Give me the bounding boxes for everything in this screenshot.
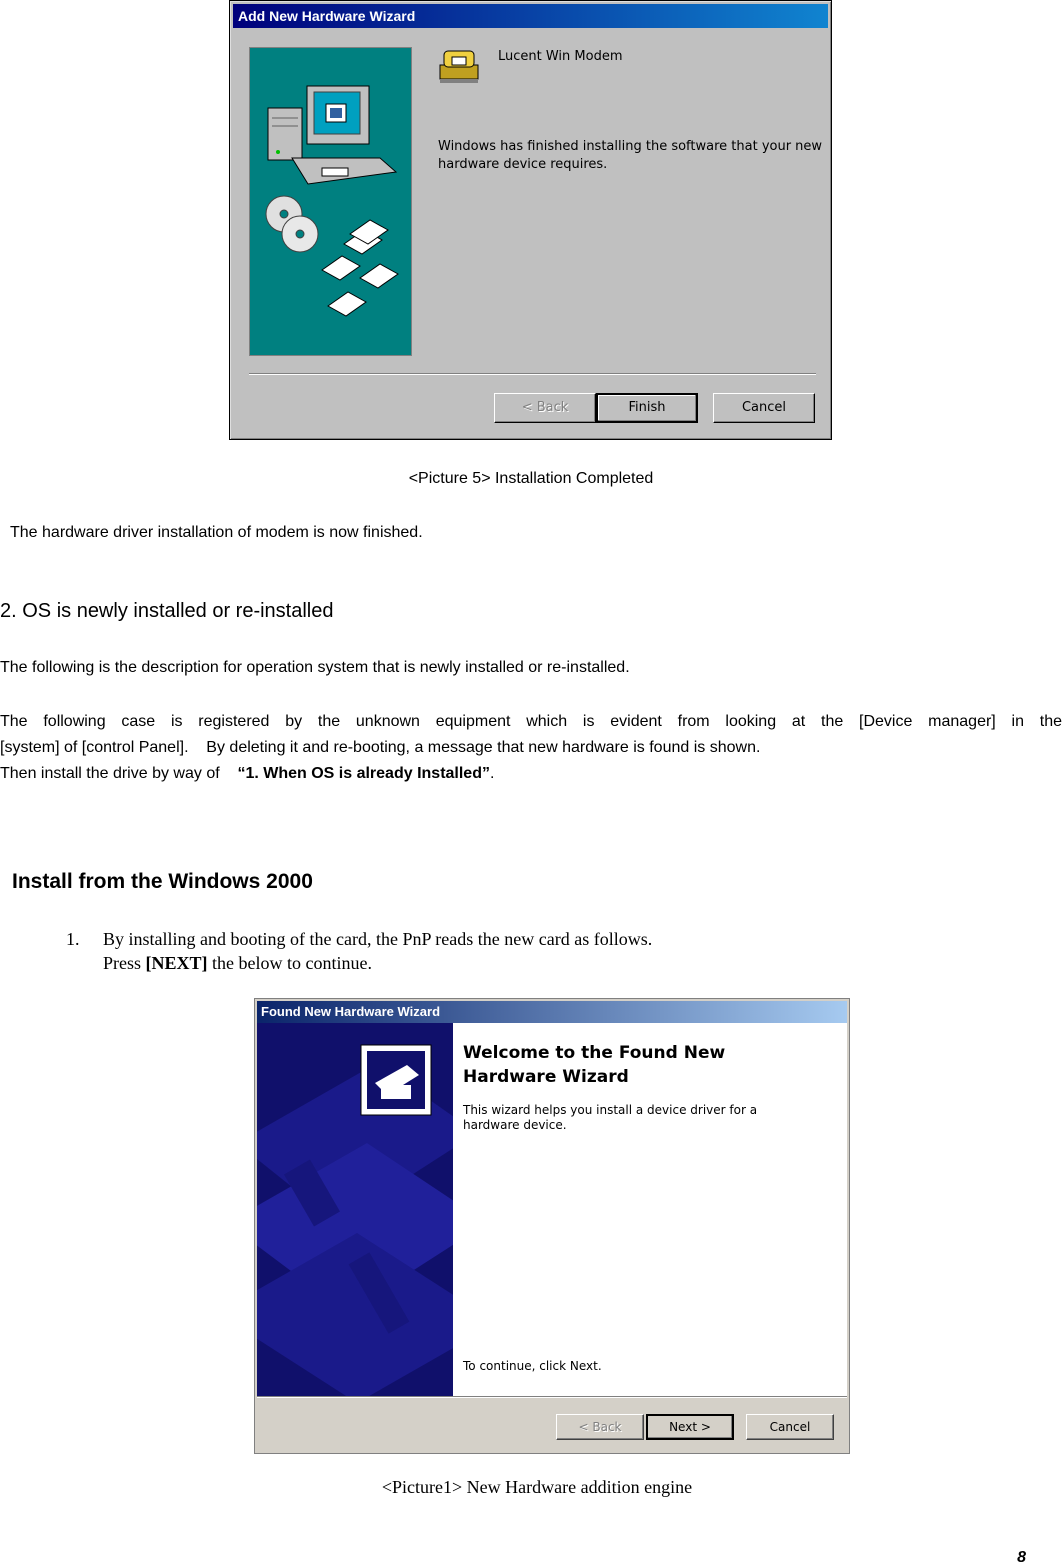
list-item-line-1: By installing and booting of the card, the PnP reads the new card as follows. (103, 929, 653, 949)
separator (249, 373, 816, 375)
section-2-para-2-line-1: The following case is registered by the unknown equipment which is evident from looking at the [Device manager] in the (0, 713, 1062, 730)
cancel-button[interactable]: Cancel (713, 393, 815, 423)
finish-button[interactable]: Finish (596, 393, 698, 423)
section-2-para-3 (0, 765, 494, 783)
line-2-suffix: the below to continue. (212, 953, 372, 973)
section-3-heading: Install from the Windows 2000 (12, 870, 313, 893)
device-name: Lucent Win Modem (498, 49, 623, 64)
next-button[interactable]: Next > (646, 1414, 734, 1440)
next-bold-label: [NEXT] (145, 953, 208, 973)
para-3-prefix: Then install the drive by way of (0, 765, 220, 782)
back-button[interactable]: < Back (494, 393, 596, 423)
back-button[interactable]: < Back (556, 1414, 644, 1440)
para-3-link-reference: “1. When OS is already Installed” (237, 765, 490, 782)
found-new-hardware-wizard-dialog (254, 998, 850, 1454)
line-2-prefix: Press (103, 953, 142, 973)
picture-1-caption: <Picture1> New Hardware addition engine (381, 1477, 693, 1497)
message-line-1: Windows has finished installing the software that your new (438, 139, 823, 154)
wizard-content-panel (453, 1023, 847, 1396)
add-new-hardware-wizard-dialog (229, 0, 832, 440)
welcome-heading-line-1: Welcome to the Found New (463, 1043, 726, 1063)
list-item-number: 1. (66, 929, 80, 949)
cancel-button[interactable]: Cancel (746, 1414, 834, 1440)
title-bar (233, 4, 828, 28)
dialog-title: Found New Hardware Wizard (261, 1004, 441, 1019)
continue-instruction: To continue, click Next. (463, 1359, 602, 1373)
finished-text: The hardware driver installation of modem is now finished. (10, 524, 423, 541)
separator (257, 1396, 847, 1398)
wizard-illustration (249, 47, 412, 356)
welcome-heading-line-2: Hardware Wizard (463, 1067, 629, 1087)
dialog-title: Add New Hardware Wizard (238, 8, 416, 24)
hardware-watermark-icon (257, 1023, 453, 1396)
body-line-1: This wizard helps you install a device driver for a (463, 1103, 758, 1117)
para-3-suffix: . (489, 765, 495, 782)
section-2-para-1: The following is the description for operation system that is newly installed or re-installed. (0, 659, 630, 676)
section-2-heading: 2. OS is newly installed or re-installed (0, 600, 334, 622)
wizard-side-panel (257, 1023, 453, 1396)
section-2-para-2-line-2: [system] of [control Panel]. By deleting it and re-booting, a message that new hardware is found is shown. (0, 739, 761, 756)
page-number: 8 (1017, 1549, 1026, 1566)
message-line-2: hardware device requires. (438, 157, 608, 172)
modem-icon (436, 41, 482, 87)
body-line-2: hardware device. (463, 1118, 567, 1132)
picture-5-caption: <Picture 5> Installation Completed (408, 470, 654, 487)
computer-illustration-icon (250, 48, 411, 355)
title-bar (257, 1001, 847, 1023)
list-item-line-2 (103, 953, 372, 974)
